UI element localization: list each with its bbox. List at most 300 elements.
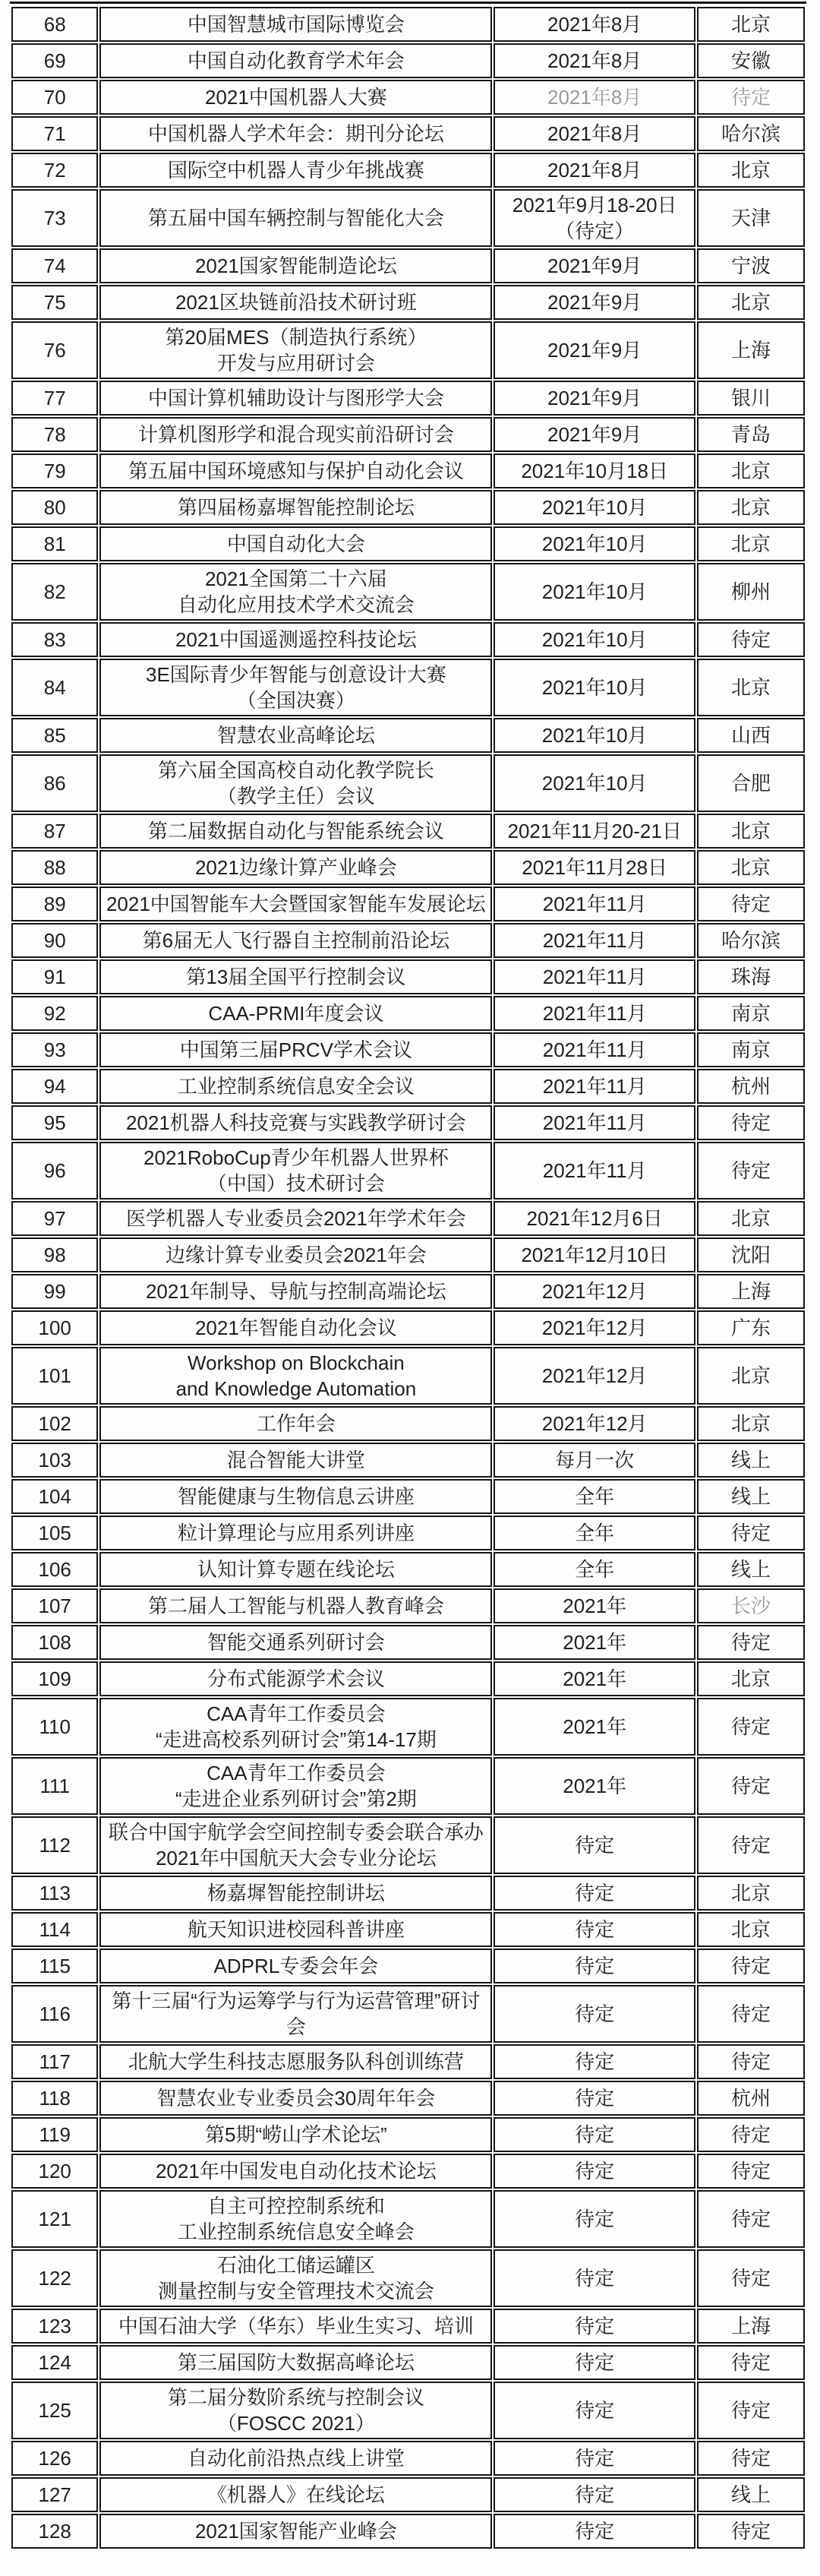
cell-date: 2021年8月 <box>494 80 695 115</box>
cell-location: 北京 <box>697 814 805 849</box>
cell-date: 2021年12月 <box>494 1347 695 1405</box>
table-row <box>11 622 805 657</box>
cell-date: 待定 <box>494 2190 695 2248</box>
cell-event-name: 2021年中国发电自动化技术论坛 <box>99 2154 492 2189</box>
cell-index: 100 <box>11 1310 98 1345</box>
cell-date: 2021年10月18日 <box>494 454 695 488</box>
cell-date: 全年 <box>494 1552 695 1587</box>
cell-location: 北京 <box>697 1661 805 1696</box>
table-row <box>11 1949 805 1983</box>
cell-event-name: 2021国家智能产业峰会 <box>99 2514 492 2549</box>
cell-date: 待定 <box>494 2514 695 2549</box>
cell-date: 全年 <box>494 1516 695 1550</box>
table-row <box>11 754 805 812</box>
cell-index: 124 <box>11 2345 98 2380</box>
cell-event-name: 2021RoboCup青少年机器人世界杯 （中国）技术研讨会 <box>99 1142 492 1199</box>
cell-index: 95 <box>11 1105 98 1140</box>
cell-index: 94 <box>11 1069 98 1104</box>
cell-location: 待定 <box>697 2190 805 2248</box>
cell-index: 93 <box>11 1032 98 1067</box>
cell-location: 待定 <box>697 1516 805 1550</box>
table-row <box>11 116 805 151</box>
table-row <box>11 1032 805 1067</box>
cell-date: 2021年 <box>494 1625 695 1660</box>
cell-event-name: 智慧农业高峰论坛 <box>99 718 492 753</box>
table-row <box>11 2441 805 2476</box>
cell-index: 108 <box>11 1625 98 1660</box>
cell-date: 待定 <box>494 2044 695 2079</box>
cell-location: 哈尔滨 <box>697 923 805 958</box>
cell-location: 待定 <box>697 2382 805 2439</box>
cell-event-name: 第20届MES（制造执行系统） 开发与应用研讨会 <box>99 321 492 379</box>
cell-index: 85 <box>11 718 98 753</box>
cell-index: 68 <box>11 7 98 42</box>
cell-date: 2021年9月 <box>494 248 695 283</box>
cell-location: 青岛 <box>697 417 805 452</box>
cell-event-name: 工作年会 <box>99 1406 492 1441</box>
cell-date: 2021年9月 <box>494 381 695 416</box>
table-row <box>11 2249 805 2307</box>
cell-index: 111 <box>11 1757 98 1815</box>
cell-date: 待定 <box>494 2441 695 2476</box>
cell-location: 北京 <box>697 526 805 561</box>
cell-date: 2021年9月 <box>494 417 695 452</box>
cell-event-name: 第十三届“行为运筹学与行为运营管理”研讨会 <box>99 1985 492 2043</box>
table-row <box>11 1069 805 1104</box>
cell-date: 2021年10月 <box>494 526 695 561</box>
table-row <box>11 1443 805 1478</box>
cell-date: 待定 <box>494 1912 695 1947</box>
cell-date: 2021年10月 <box>494 622 695 657</box>
table-row <box>11 1876 805 1911</box>
cell-date: 待定 <box>494 2477 695 2512</box>
cell-date: 2021年8月 <box>494 153 695 188</box>
cell-location: 北京 <box>697 1406 805 1441</box>
cell-index: 106 <box>11 1552 98 1587</box>
cell-index: 102 <box>11 1406 98 1441</box>
cell-date: 待定 <box>494 2249 695 2307</box>
table-row <box>11 2345 805 2380</box>
cell-event-name: 2021年制导、导航与控制高端论坛 <box>99 1274 492 1309</box>
cell-location: 上海 <box>697 2309 805 2344</box>
cell-date: 2021年11月 <box>494 1069 695 1104</box>
cell-event-name: 2021边缘计算产业峰会 <box>99 850 492 885</box>
cell-location: 待定 <box>697 2154 805 2189</box>
cell-location: 银川 <box>697 381 805 416</box>
cell-event-name: CAA青年工作委员会 “走进企业系列研讨会”第2期 <box>99 1757 492 1815</box>
cell-event-name: 中国石油大学（华东）毕业生实习、培训 <box>99 2309 492 2344</box>
table-row <box>11 2190 805 2248</box>
cell-index: 127 <box>11 2477 98 2512</box>
cell-date: 2021年10月 <box>494 490 695 525</box>
cell-event-name: 2021机器人科技竞赛与实践教学研讨会 <box>99 1105 492 1140</box>
cell-location: 北京 <box>697 285 805 320</box>
cell-event-name: 智能交通系列研讨会 <box>99 1625 492 1660</box>
cell-event-name: 2021国家智能制造论坛 <box>99 248 492 283</box>
cell-date: 2021年9月 <box>494 285 695 320</box>
cell-index: 114 <box>11 1912 98 1947</box>
cell-index: 99 <box>11 1274 98 1309</box>
cell-event-name: 中国机器人学术年会：期刊分论坛 <box>99 116 492 151</box>
cell-index: 120 <box>11 2154 98 2189</box>
cell-location: 南京 <box>697 996 805 1031</box>
cell-date: 待定 <box>494 2117 695 2152</box>
cell-date: 2021年11月 <box>494 1105 695 1140</box>
cell-index: 91 <box>11 959 98 994</box>
cell-event-name: 2021中国遥测遥控科技论坛 <box>99 622 492 657</box>
cell-location: 待定 <box>697 622 805 657</box>
cell-event-name: 石油化工储运罐区 测量控制与安全管理技术交流会 <box>99 2249 492 2307</box>
cell-index: 105 <box>11 1516 98 1550</box>
cell-index: 87 <box>11 814 98 849</box>
table-row <box>11 189 805 247</box>
table-row <box>11 1912 805 1947</box>
cell-date: 2021年12月6日 <box>494 1201 695 1236</box>
cell-date: 2021年11月 <box>494 996 695 1031</box>
cell-index: 121 <box>11 2190 98 2248</box>
cell-date: 2021年8月 <box>494 116 695 151</box>
cell-location: 待定 <box>697 2514 805 2549</box>
cell-event-name: CAA-PRMI年度会议 <box>99 996 492 1031</box>
cell-date: 2021年 <box>494 1698 695 1756</box>
table-top-edge <box>10 2 806 4</box>
cell-location: 北京 <box>697 850 805 885</box>
cell-location: 北京 <box>697 1912 805 1947</box>
cell-location: 柳州 <box>697 563 805 621</box>
cell-index: 92 <box>11 996 98 1031</box>
cell-location: 线上 <box>697 2477 805 2512</box>
table-row <box>11 1105 805 1140</box>
cell-index: 74 <box>11 248 98 283</box>
conference-schedule-table <box>10 5 806 2550</box>
cell-location: 北京 <box>697 1201 805 1236</box>
cell-date: 待定 <box>494 2309 695 2344</box>
cell-location: 待定 <box>697 1985 805 2043</box>
cell-event-name: CAA青年工作委员会 “走进高校系列研讨会”第14-17期 <box>99 1698 492 1756</box>
cell-event-name: Workshop on Blockchain and Knowledge Automation <box>99 1347 492 1405</box>
cell-location: 待定 <box>697 1949 805 1983</box>
cell-date: 2021年8月 <box>494 7 695 42</box>
cell-event-name: 中国计算机辅助设计与图形学大会 <box>99 381 492 416</box>
table-row <box>11 2154 805 2189</box>
cell-date: 2021年12月 <box>494 1406 695 1441</box>
cell-date: 每月一次 <box>494 1443 695 1478</box>
cell-date: 2021年10月 <box>494 718 695 753</box>
cell-location: 北京 <box>697 490 805 525</box>
cell-index: 101 <box>11 1347 98 1405</box>
conference-table-body <box>11 7 805 2549</box>
table-row <box>11 659 805 716</box>
cell-date: 2021年12月10日 <box>494 1237 695 1272</box>
table-row <box>11 1479 805 1514</box>
cell-event-name: 第五届中国车辆控制与智能化大会 <box>99 189 492 247</box>
cell-location: 广东 <box>697 1310 805 1345</box>
table-row <box>11 563 805 621</box>
cell-index: 107 <box>11 1588 98 1623</box>
table-row <box>11 2477 805 2512</box>
cell-location: 待定 <box>697 2249 805 2307</box>
cell-index: 71 <box>11 116 98 151</box>
cell-event-name: 中国智慧城市国际博览会 <box>99 7 492 42</box>
cell-event-name: 中国自动化教育学术年会 <box>99 43 492 78</box>
cell-index: 73 <box>11 189 98 247</box>
cell-location: 沈阳 <box>697 1237 805 1272</box>
table-row <box>11 7 805 42</box>
cell-event-name: 3E国际青少年智能与创意设计大赛 （全国决赛） <box>99 659 492 716</box>
cell-location: 北京 <box>697 7 805 42</box>
cell-index: 81 <box>11 526 98 561</box>
cell-event-name: 智能健康与生物信息云讲座 <box>99 1479 492 1514</box>
cell-event-name: 中国自动化大会 <box>99 526 492 561</box>
cell-date: 2021年9月 <box>494 321 695 379</box>
cell-event-name: 2021年智能自动化会议 <box>99 1310 492 1345</box>
cell-index: 69 <box>11 43 98 78</box>
table-row <box>11 1274 805 1309</box>
cell-location: 北京 <box>697 454 805 488</box>
cell-event-name: 第13届全国平行控制会议 <box>99 959 492 994</box>
cell-event-name: 自主可控控制系统和 工业控制系统信息安全峰会 <box>99 2190 492 2248</box>
cell-index: 97 <box>11 1201 98 1236</box>
cell-location: 哈尔滨 <box>697 116 805 151</box>
table-row <box>11 887 805 921</box>
cell-index: 104 <box>11 1479 98 1514</box>
cell-index: 116 <box>11 1985 98 2043</box>
cell-event-name: 中国第三届PRCV学术会议 <box>99 1032 492 1067</box>
cell-date: 待定 <box>494 1876 695 1911</box>
table-row <box>11 526 805 561</box>
cell-event-name: 工业控制系统信息安全会议 <box>99 1069 492 1104</box>
cell-location: 待定 <box>697 2117 805 2152</box>
cell-event-name: 分布式能源学术会议 <box>99 1661 492 1696</box>
cell-event-name: 第六届全国高校自动化教学院长 （教学主任）会议 <box>99 754 492 812</box>
table-row <box>11 2514 805 2549</box>
cell-event-name: 智慧农业专业委员会30周年年会 <box>99 2081 492 2116</box>
table-row <box>11 959 805 994</box>
cell-index: 103 <box>11 1443 98 1478</box>
cell-location: 山西 <box>697 718 805 753</box>
cell-index: 113 <box>11 1876 98 1911</box>
cell-index: 110 <box>11 1698 98 1756</box>
cell-location: 长沙 <box>697 1588 805 1623</box>
cell-event-name: 2021区块链前沿技术研讨班 <box>99 285 492 320</box>
table-row <box>11 285 805 320</box>
cell-date: 2021年11月 <box>494 923 695 958</box>
cell-location: 线上 <box>697 1552 805 1587</box>
cell-event-name: 第二届人工智能与机器人教育峰会 <box>99 1588 492 1623</box>
cell-event-name: 医学机器人专业委员会2021年学术年会 <box>99 1201 492 1236</box>
cell-date: 2021年12月 <box>494 1310 695 1345</box>
cell-event-name: 2021全国第二十六届 自动化应用技术学术交流会 <box>99 563 492 621</box>
cell-index: 79 <box>11 454 98 488</box>
cell-location: 上海 <box>697 321 805 379</box>
cell-event-name: 第二届数据自动化与智能系统会议 <box>99 814 492 849</box>
cell-location: 南京 <box>697 1032 805 1067</box>
table-row <box>11 248 805 283</box>
cell-location: 宁波 <box>697 248 805 283</box>
table-row <box>11 1985 805 2043</box>
cell-location: 待定 <box>697 1142 805 1199</box>
cell-date: 待定 <box>494 2154 695 2189</box>
table-row <box>11 1698 805 1756</box>
cell-index: 119 <box>11 2117 98 2152</box>
cell-index: 80 <box>11 490 98 525</box>
cell-location: 待定 <box>697 1698 805 1756</box>
cell-index: 75 <box>11 285 98 320</box>
cell-date: 2021年 <box>494 1757 695 1815</box>
cell-date: 待定 <box>494 1985 695 2043</box>
cell-location: 天津 <box>697 189 805 247</box>
cell-location: 待定 <box>697 2441 805 2476</box>
cell-date: 待定 <box>494 2081 695 2116</box>
cell-index: 112 <box>11 1816 98 1874</box>
table-row <box>11 850 805 885</box>
cell-index: 98 <box>11 1237 98 1272</box>
table-row <box>11 454 805 488</box>
cell-event-name: 第五届中国环境感知与保护自动化会议 <box>99 454 492 488</box>
cell-date: 2021年11月20-21日 <box>494 814 695 849</box>
cell-index: 96 <box>11 1142 98 1199</box>
cell-index: 115 <box>11 1949 98 1983</box>
cell-location: 待定 <box>697 2345 805 2380</box>
cell-event-name: 航天知识进校园科普讲座 <box>99 1912 492 1947</box>
cell-date: 待定 <box>494 1816 695 1874</box>
cell-location: 杭州 <box>697 2081 805 2116</box>
cell-index: 72 <box>11 153 98 188</box>
cell-date: 2021年8月 <box>494 43 695 78</box>
table-row <box>11 2117 805 2152</box>
table-row <box>11 1347 805 1405</box>
table-row <box>11 1588 805 1623</box>
cell-date: 2021年11月 <box>494 1142 695 1199</box>
cell-location: 合肥 <box>697 754 805 812</box>
cell-location: 北京 <box>697 153 805 188</box>
cell-location: 杭州 <box>697 1069 805 1104</box>
table-row <box>11 1816 805 1874</box>
cell-event-name: ADPRL专委会年会 <box>99 1949 492 1983</box>
cell-index: 128 <box>11 2514 98 2549</box>
table-row <box>11 80 805 115</box>
table-row <box>11 417 805 452</box>
cell-location: 待定 <box>697 1625 805 1660</box>
table-row <box>11 814 805 849</box>
cell-location: 北京 <box>697 1347 805 1405</box>
table-row <box>11 321 805 379</box>
cell-location: 北京 <box>697 659 805 716</box>
cell-index: 117 <box>11 2044 98 2079</box>
table-row <box>11 2044 805 2079</box>
cell-index: 88 <box>11 850 98 885</box>
cell-location: 待定 <box>697 80 805 115</box>
cell-location: 待定 <box>697 2044 805 2079</box>
cell-index: 83 <box>11 622 98 657</box>
cell-date: 2021年12月 <box>494 1274 695 1309</box>
cell-index: 118 <box>11 2081 98 2116</box>
cell-event-name: 第5期“崂山学术论坛” <box>99 2117 492 2152</box>
cell-index: 123 <box>11 2309 98 2344</box>
table-row <box>11 923 805 958</box>
cell-location: 安徽 <box>697 43 805 78</box>
cell-location: 上海 <box>697 1274 805 1309</box>
cell-date: 2021年10月 <box>494 563 695 621</box>
table-row <box>11 1661 805 1696</box>
table-row <box>11 43 805 78</box>
cell-index: 77 <box>11 381 98 416</box>
cell-date: 2021年10月 <box>494 659 695 716</box>
cell-event-name: 杨嘉墀智能控制讲坛 <box>99 1876 492 1911</box>
table-row <box>11 1406 805 1441</box>
cell-location: 待定 <box>697 1816 805 1874</box>
table-row <box>11 381 805 416</box>
cell-date: 2021年9月18-20日 （待定） <box>494 189 695 247</box>
cell-date: 2021年 <box>494 1661 695 1696</box>
table-row <box>11 490 805 525</box>
cell-event-name: 计算机图形学和混合现实前沿研讨会 <box>99 417 492 452</box>
cell-index: 70 <box>11 80 98 115</box>
cell-event-name: 第6届无人飞行器自主控制前沿论坛 <box>99 923 492 958</box>
cell-date: 待定 <box>494 1949 695 1983</box>
cell-event-name: 北航大学生科技志愿服务队科创训练营 <box>99 2044 492 2079</box>
cell-location: 线上 <box>697 1479 805 1514</box>
cell-date: 2021年11月 <box>494 1032 695 1067</box>
cell-location: 珠海 <box>697 959 805 994</box>
cell-location: 北京 <box>697 1876 805 1911</box>
cell-event-name: 自动化前沿热点线上讲堂 <box>99 2441 492 2476</box>
table-row <box>11 996 805 1031</box>
cell-index: 86 <box>11 754 98 812</box>
table-row <box>11 1757 805 1815</box>
cell-location: 线上 <box>697 1443 805 1478</box>
cell-index: 109 <box>11 1661 98 1696</box>
cell-event-name: 2021中国智能车大会暨国家智能车发展论坛 <box>99 887 492 921</box>
cell-location: 待定 <box>697 887 805 921</box>
cell-date: 2021年11月 <box>494 887 695 921</box>
table-row <box>11 1552 805 1587</box>
cell-index: 76 <box>11 321 98 379</box>
table-row <box>11 1625 805 1660</box>
cell-event-name: 混合智能大讲堂 <box>99 1443 492 1478</box>
cell-event-name: 《机器人》在线论坛 <box>99 2477 492 2512</box>
cell-index: 78 <box>11 417 98 452</box>
cell-index: 125 <box>11 2382 98 2439</box>
cell-date: 2021年11月 <box>494 959 695 994</box>
table-row <box>11 718 805 753</box>
cell-event-name: 联合中国宇航学会空间控制专委会联合承办 2021年中国航天大会专业分论坛 <box>99 1816 492 1874</box>
cell-index: 122 <box>11 2249 98 2307</box>
cell-date: 2021年10月 <box>494 754 695 812</box>
cell-event-name: 第二届分数阶系统与控制会议 （FOSCC 2021） <box>99 2382 492 2439</box>
cell-index: 89 <box>11 887 98 921</box>
cell-event-name: 2021中国机器人大赛 <box>99 80 492 115</box>
cell-date: 2021年11月28日 <box>494 850 695 885</box>
table-row <box>11 1201 805 1236</box>
table-row <box>11 2382 805 2439</box>
table-row <box>11 1142 805 1199</box>
cell-index: 126 <box>11 2441 98 2476</box>
cell-date: 2021年 <box>494 1588 695 1623</box>
cell-index: 90 <box>11 923 98 958</box>
cell-location: 待定 <box>697 1757 805 1815</box>
cell-event-name: 认知计算专题在线论坛 <box>99 1552 492 1587</box>
table-row <box>11 2309 805 2344</box>
cell-event-name: 第四届杨嘉墀智能控制论坛 <box>99 490 492 525</box>
cell-date: 待定 <box>494 2382 695 2439</box>
table-row <box>11 2081 805 2116</box>
cell-date: 待定 <box>494 2345 695 2380</box>
table-row <box>11 1516 805 1550</box>
table-row <box>11 153 805 188</box>
cell-location: 待定 <box>697 1105 805 1140</box>
cell-event-name: 第三届国防大数据高峰论坛 <box>99 2345 492 2380</box>
